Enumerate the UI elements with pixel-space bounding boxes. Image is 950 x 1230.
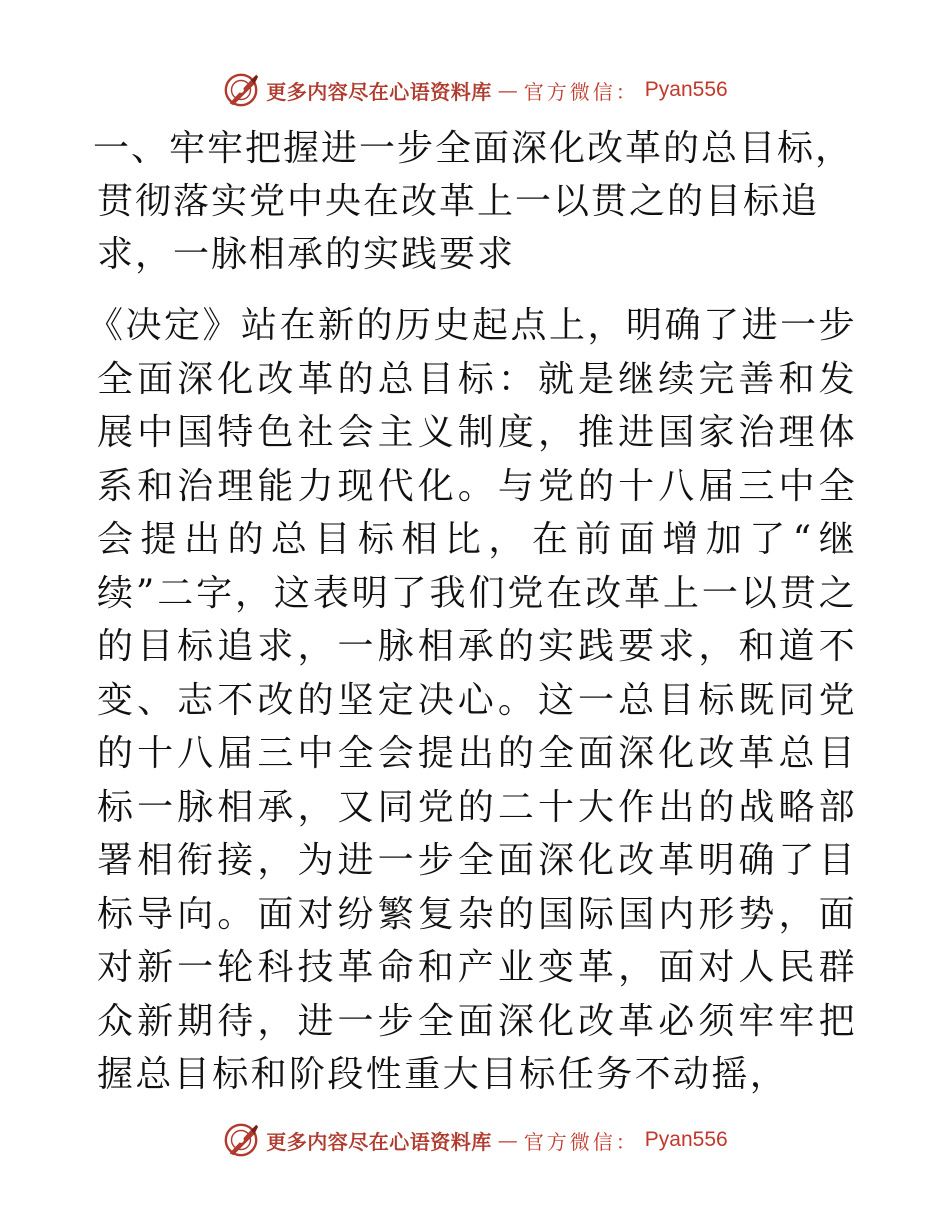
banner-official-label: 官方微信： (523, 79, 639, 104)
banner-brand-text: 更多内容尽在心语资料库 (266, 1129, 492, 1154)
brand-logo-icon (222, 1121, 260, 1159)
banner-dash: — (497, 1128, 518, 1152)
body-paragraph: 《决定》站在新的历史起点上，明确了进一步全面深化改革的总目标：就是继续完善和发展中国特色社会主义制度，推进国家治理体系和治理能力现代化。与党的十八届三中全会提出的总目标相比，在前面增加了“继续”二字，这表明了我们党在改革上一以贯之的目标追求，一脉相承的实践要求，和道不变、志不改的坚定决心。这一总目标既同党的十八届三中全会提出的全面深化改革总目标一脉相承，又同党的二十大作出的战略部署相衔接，为进一步全面深化改革明确了目标导向。面对纷繁复杂的国际国内形势，面对新一轮科技革命和产业变革，面对人民群众新期待，进一步全面深化改革必须牢牢把握总目标和阶段性重大目标任务不动摇， (87, 305, 857, 1095)
banner-brand-text: 更多内容尽在心语资料库 (266, 79, 492, 104)
brand-logo-icon (222, 71, 260, 109)
footer-banner (0, 1118, 950, 1162)
banner-wechat-handle: Pyan556 (644, 1128, 728, 1151)
header-banner (0, 68, 950, 112)
document-body (87, 122, 857, 1102)
banner-official-label: 官方微信： (523, 1129, 639, 1154)
banner-wechat-handle: Pyan556 (644, 78, 728, 101)
banner-dash: — (497, 78, 518, 102)
section-heading: 一、牢牢把握进一步全面深化改革的总目标，贯彻落实党中央在改革上一以贯之的目标追求，一脉相承的实践要求 (93, 128, 854, 275)
